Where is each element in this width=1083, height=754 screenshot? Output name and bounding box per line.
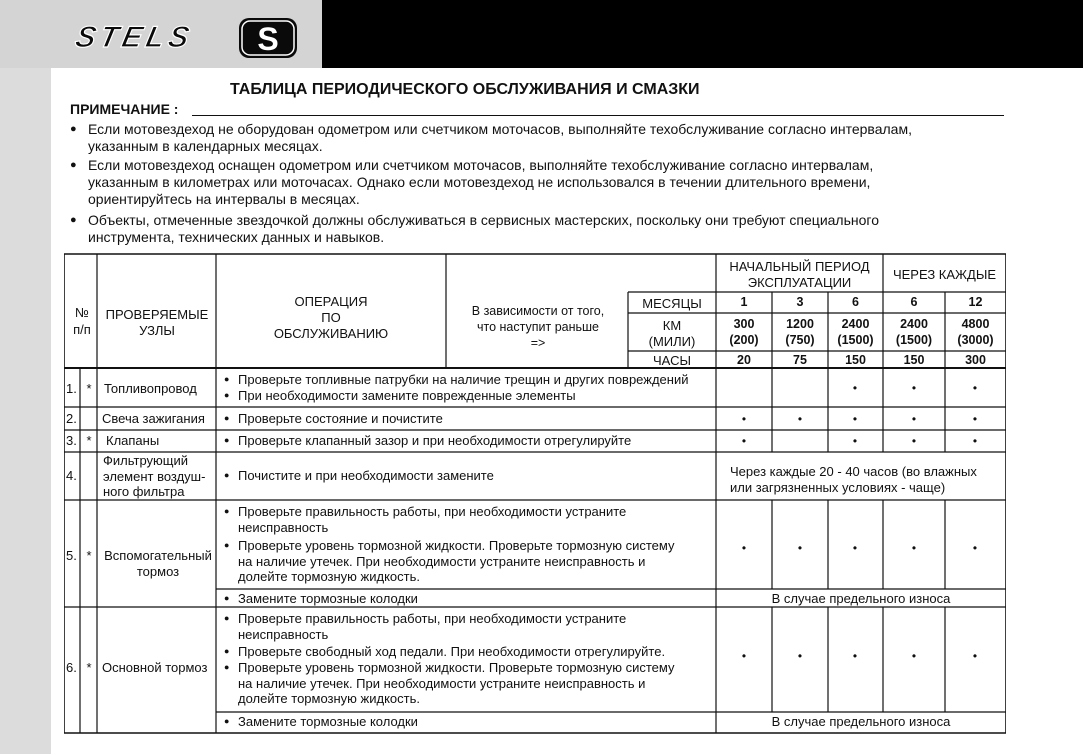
note-label: ПРИМЕЧАНИЕ :: [70, 101, 179, 117]
note-line-text: Объекты, отмеченные звездочкой должны обслуживаться в сервисных мастерских, поскольку они требуют специального: [88, 212, 879, 228]
schedule-mark: •: [741, 412, 747, 426]
row-interval-text: Через каждые 20 - 40 часов (во влажных или загрязненных условиях - чаще): [730, 464, 977, 495]
row-num: 2.: [66, 411, 77, 426]
bullet-icon: ●: [70, 159, 77, 171]
page-title: ТАБЛИЦА ПЕРИОДИЧЕСКОГО ОБСЛУЖИВАНИЯ И СМАЗКИ: [230, 81, 700, 98]
row-unit: Основной тормоз: [102, 660, 208, 675]
bullet-icon: ●: [224, 593, 230, 603]
header-month-value: 6: [910, 295, 918, 309]
schedule-mark: •: [972, 541, 978, 555]
stels-wordmark-logo: [36, 20, 228, 54]
header-units: ПРОВЕРЯЕМЫЕ УЗЛЫ: [105, 307, 209, 338]
note-line-text: инструмента, технических данных и навыков.: [88, 229, 385, 245]
row-num: 1.: [66, 381, 77, 396]
header-hours-value: 20: [737, 353, 751, 367]
note-line-text: Если мотовездеход не оборудован одометром или счетчиком моточасов, выполняйте техобслуживание согласно интервалам,: [88, 121, 912, 137]
schedule-mark: •: [797, 649, 803, 663]
bullet-icon: ●: [224, 506, 230, 516]
schedule-mark: •: [911, 381, 917, 395]
row-sub-text: В случае предельного износа: [771, 714, 951, 729]
bullet-icon: ●: [224, 374, 230, 384]
header-black-bar: [322, 0, 1083, 68]
header-km-value: 2400 (1500): [895, 317, 933, 347]
schedule-mark: •: [741, 649, 747, 663]
row-star: *: [86, 433, 92, 448]
row-operation: ● При необходимости замените поврежденные элементы: [224, 388, 576, 403]
schedule-mark: •: [852, 434, 858, 448]
brand-badge-letter: S: [257, 21, 279, 57]
schedule-mark: •: [972, 381, 978, 395]
header-km-value: 4800 (3000): [957, 317, 994, 347]
header-hours-value: 150: [845, 353, 866, 367]
header-hours-value: 150: [903, 353, 925, 367]
schedule-mark: •: [797, 541, 803, 555]
row-star: *: [86, 660, 92, 675]
schedule-mark: •: [741, 434, 747, 448]
row-num: 4.: [66, 468, 77, 483]
logo-area: [0, 0, 322, 68]
header-every: ЧЕРЕЗ КАЖДЫЕ: [892, 267, 997, 282]
bullet-icon: ●: [70, 123, 77, 135]
bullet-icon: ●: [224, 716, 230, 726]
row-unit: Топливопровод: [104, 381, 197, 396]
row-star: *: [86, 548, 92, 563]
bullet-icon: ●: [224, 435, 230, 445]
schedule-mark: •: [741, 541, 747, 555]
page-header: [0, 0, 1083, 68]
stels-badge-logo: [236, 16, 300, 60]
row-operation: ● Проверьте свободный ход педали. При необходимости отрегулируйте.: [224, 644, 666, 659]
row-operation: ● Проверьте состояние и почистите: [224, 411, 443, 426]
header-initial-period: НАЧАЛЬНЫЙ ПЕРИОД ЭКСПЛУАТАЦИИ: [729, 259, 870, 290]
schedule-mark: •: [911, 649, 917, 663]
header-hours-value: 75: [793, 353, 807, 367]
header-km-value: 2400 (1500): [837, 317, 874, 347]
schedule-mark: •: [852, 412, 858, 426]
row-star: *: [86, 381, 92, 396]
row-operation: ● Проверьте уровень тормозной жидкости. Проверьте тормозную систему на наличие утечек. При необходимости устраните неисправность и долейте тормозную жидкость.: [224, 660, 675, 706]
row-operation: ● Почистите и при необходимости замените: [224, 468, 494, 483]
header-whichever: В зависимости от того, что наступит раньше =>: [471, 304, 605, 350]
row-sub-operation: ● Замените тормозные колодки: [224, 591, 418, 606]
schedule-mark: •: [972, 649, 978, 663]
header-month-value: 1: [740, 295, 748, 309]
schedule-mark: •: [852, 649, 858, 663]
bullet-icon: ●: [224, 662, 230, 672]
header-month-value: 12: [968, 295, 983, 309]
row-operation: ● Проверьте клапанный зазор и при необходимости отрегулируйте: [224, 433, 632, 448]
row-operation: ● Проверьте правильность работы, при необходимости устраните неисправность: [224, 611, 627, 642]
header-operation: ОПЕРАЦИЯ ПО ОБСЛУЖИВАНИЮ: [273, 294, 389, 341]
row-operation: ● Проверьте уровень тормозной жидкости. Проверьте тормозную систему на наличие утечек. При необходимости устраните неисправность и долейте тормозную жидкость.: [224, 538, 675, 584]
schedule-mark: •: [797, 412, 803, 426]
header-month-value: 3: [796, 295, 804, 309]
note-item: [70, 157, 873, 208]
bullet-icon: ●: [70, 214, 77, 226]
header-km-label: КМ (МИЛИ): [648, 318, 696, 349]
bullet-icon: ●: [224, 646, 230, 656]
row-unit: Фильтрующий элемент воздуш- ного фильтра: [103, 453, 206, 499]
maintenance-table: [64, 252, 1006, 734]
row-operation: ● Проверьте правильность работы, при необходимости устраните неисправность: [224, 504, 627, 535]
page-margin-strip: [0, 68, 51, 754]
bullet-icon: ●: [224, 390, 230, 400]
note-item: [70, 121, 912, 155]
note-line-text: указанным в километрах или моточасах. Однако если мотовездеход не использовался в течении длительного времени,: [88, 174, 871, 190]
row-sub-operation: ● Замените тормозные колодки: [224, 714, 418, 729]
row-num: 5.: [66, 548, 77, 563]
header-num: № п/п: [73, 305, 91, 337]
note-line-text: ориентируйтесь на интервалы в месяцах.: [88, 191, 360, 207]
bullet-icon: ●: [224, 540, 230, 550]
row-sub-text: В случае предельного износа: [771, 591, 951, 606]
note-underline: [192, 115, 1004, 116]
header-km-value: 300 (200): [729, 317, 759, 347]
schedule-mark: •: [972, 412, 978, 426]
header-km-value: 1200 (750): [785, 317, 815, 347]
row-unit: Свеча зажигания: [102, 411, 205, 426]
schedule-mark: •: [911, 541, 917, 555]
header-months-label: МЕСЯЦЫ: [642, 296, 702, 311]
bullet-icon: ●: [224, 413, 230, 423]
header-hours-value: 300: [965, 353, 986, 367]
note-item: [70, 212, 879, 246]
row-num: 6.: [66, 660, 77, 675]
row-unit: Клапаны: [106, 433, 160, 448]
schedule-mark: •: [911, 434, 917, 448]
schedule-mark: •: [972, 434, 978, 448]
row-operation: ● Проверьте топливные патрубки на наличие трещин и других повреждений: [224, 372, 689, 387]
row-unit: Вспомогательный тормоз: [104, 548, 212, 579]
bullet-icon: ●: [224, 470, 230, 480]
schedule-mark: •: [852, 541, 858, 555]
schedule-mark: •: [852, 381, 858, 395]
note-line-text: Если мотовездеход оснащен одометром или счетчиком моточасов, выполняйте техобслуживание согласно интервалам,: [88, 157, 874, 173]
row-num: 3.: [66, 433, 77, 448]
note-line-text: указанным в календарных месяцах.: [88, 138, 323, 154]
header-month-value: 6: [852, 295, 859, 309]
schedule-mark: •: [911, 412, 917, 426]
header-hours-label: ЧАСЫ: [653, 353, 691, 368]
bullet-icon: ●: [224, 613, 230, 623]
brand-name: STELS: [72, 21, 197, 54]
